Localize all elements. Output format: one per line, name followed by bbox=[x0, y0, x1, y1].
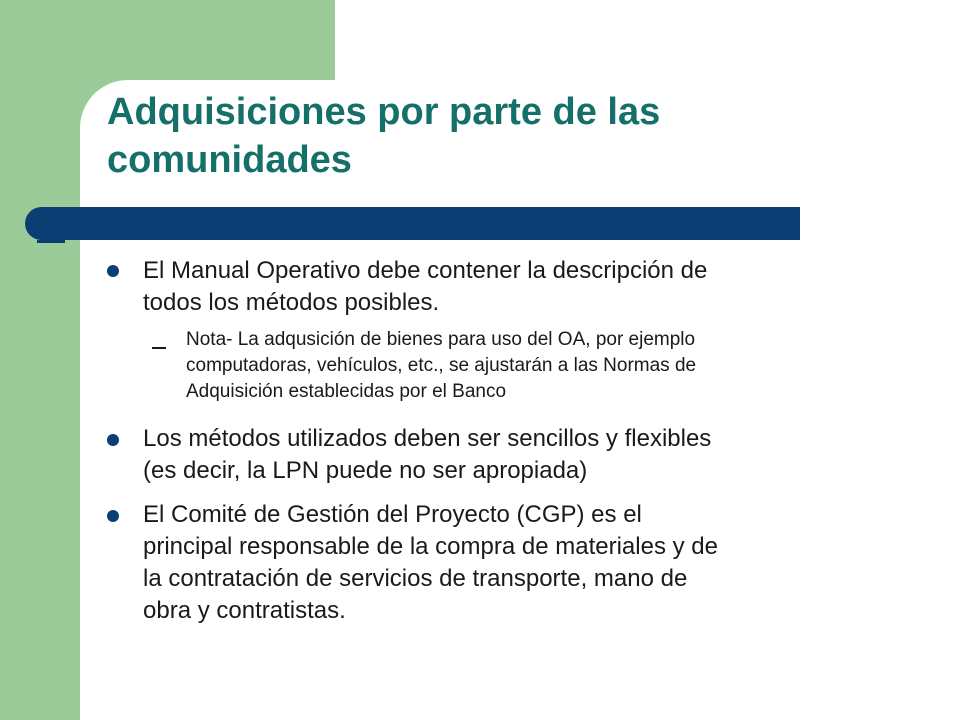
bullet-text-1: El Manual Operativo debe contener la descripción de todos los métodos posibles. bbox=[143, 257, 708, 316]
dash-icon bbox=[152, 347, 166, 349]
sub-bullet-text: Nota- La adqusición de bienes para uso del OA, por ejemplo computadoras, vehículos, etc., se ajustarán a las Normas de Adquisición establecidas por el Banco bbox=[186, 329, 697, 402]
bullet-dot-icon bbox=[107, 265, 119, 277]
bullet-text-3: El Comité de Gestión del Proyecto (CGP) es el principal responsable de la compra de materiales y de la contratación de servicios de transporte, mano de obra y contratistas. bbox=[143, 501, 718, 624]
bullet-dot-icon bbox=[107, 434, 119, 446]
bullet-dot-icon bbox=[107, 510, 119, 522]
bullet-text-2: Los métodos utilizados deben ser sencillos y flexibles (es decir, la LPN puede no ser apropiada) bbox=[143, 425, 712, 484]
slide-title: Adquisiciones por parte de las comunidades bbox=[107, 91, 661, 181]
